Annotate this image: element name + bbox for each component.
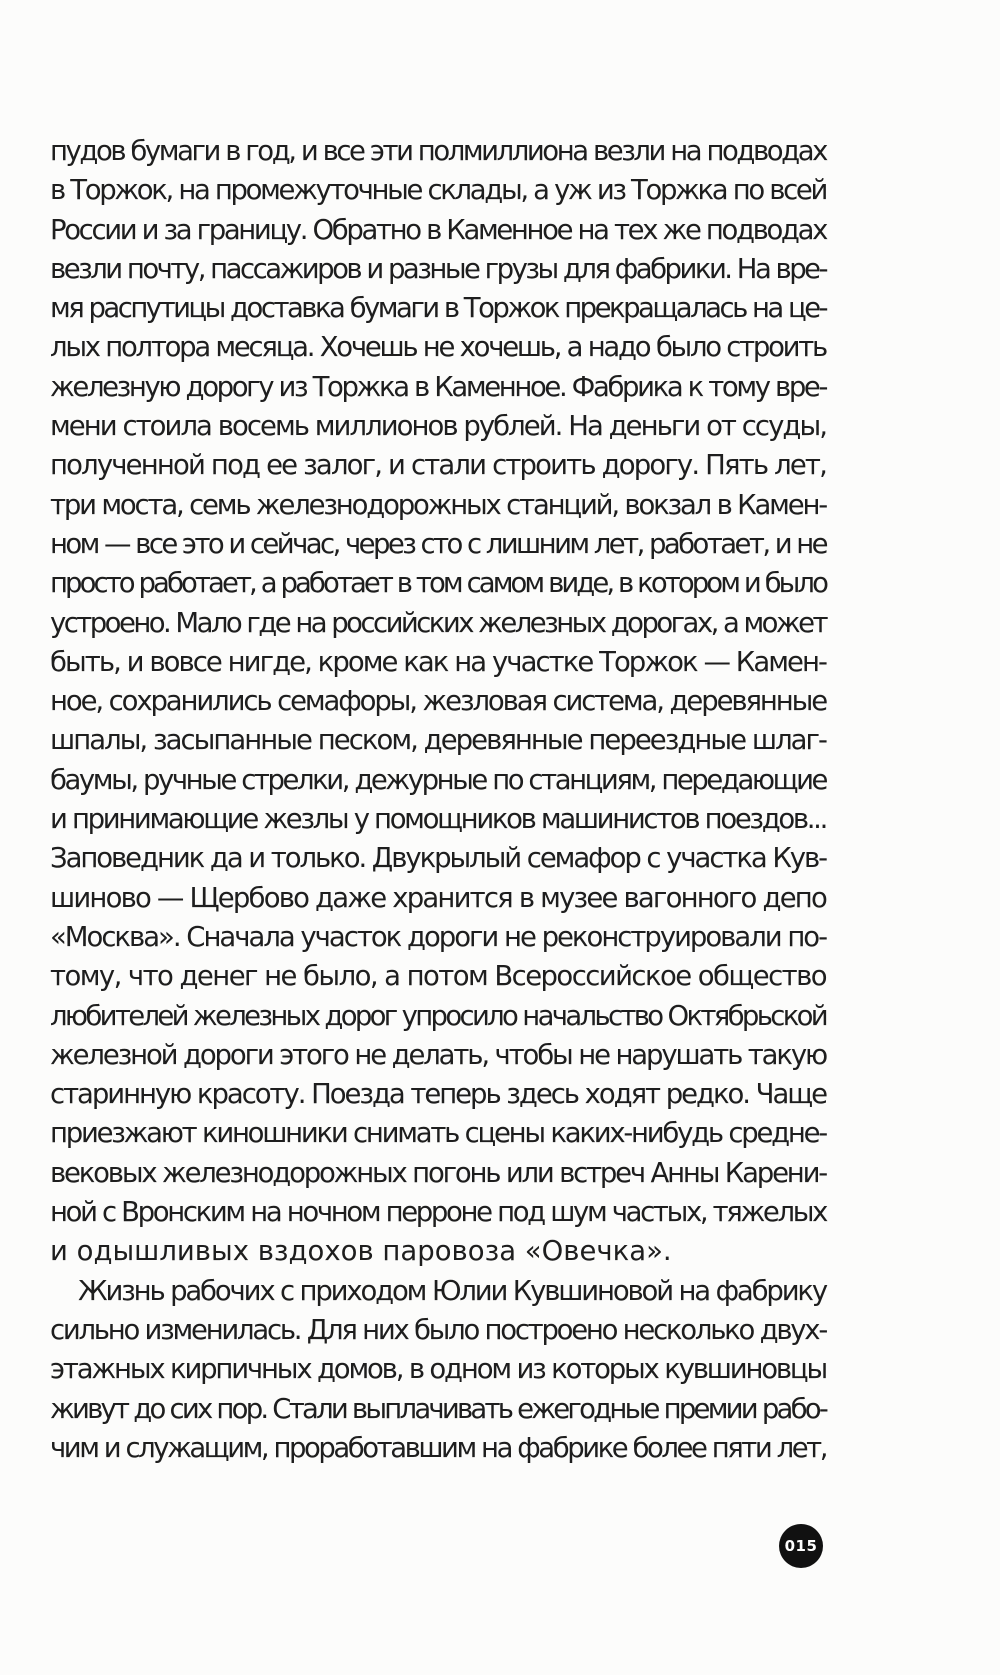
page-number-badge: 015 (779, 1524, 823, 1568)
text-line: вековых железнодорожных погонь или встреч Анны Карени- (50, 1156, 826, 1189)
text-line: сильно изменилась. Для них было построено несколько двух- (50, 1313, 826, 1346)
text-line: старинную красоту. Поезда теперь здесь ходят редко. Чаще (50, 1078, 826, 1111)
text-line: мени стоила восемь миллионов рублей. На деньги от ссуды, (50, 410, 826, 443)
text-line: приезжают киношники снимать сцены каких-нибудь средне- (50, 1117, 826, 1150)
text-line: мя распутицы доставка бумаги в Торжок прекращалась на це- (50, 292, 826, 325)
text-line: шиново — Щербово даже хранится в музее вагонного депо (50, 881, 826, 914)
text-line: везли почту, пассажиров и разные грузы для фабрики. На вре- (50, 252, 826, 285)
paragraph-2 (50, 1272, 826, 1468)
body-text (50, 132, 826, 1468)
text-line: Жизнь рабочих с приходом Юлии Кувшиновой на фабрику (78, 1274, 826, 1307)
text-line: ном — все это и сейчас, через сто с лишним лет, работает, и не (50, 527, 826, 560)
paragraph-1 (50, 132, 826, 1272)
text-line: и одышливых вздохов паровоза «Овечка». (50, 1235, 672, 1268)
text-line: устроено. Мало где на российских железных дорогах, а может (50, 606, 826, 639)
text-line: железной дороги этого не делать, чтобы не нарушать такую (50, 1038, 826, 1071)
text-line: пудов бумаги в год, и все эти полмиллиона везли на подводах (50, 135, 826, 167)
text-line: тому, что денег не было, а потом Всероссийское общество (50, 960, 826, 993)
text-line: живут до сих пор. Стали выплачивать ежегодные премии рабо- (50, 1392, 826, 1425)
text-line: шпалы, засыпанные песком, деревянные переездные шлаг- (50, 724, 826, 757)
text-line: ной с Вронским на ночном перроне под шум частых, тяжелых (50, 1196, 826, 1229)
text-line: этажных кирпичных домов, в одном из которых кувшиновцы (50, 1353, 826, 1386)
text-line: ное, сохранились семафоры, жезловая система, деревянные (50, 685, 826, 718)
text-line: Заповедник да и только. Двукрылый семафор с участка Кув- (50, 842, 826, 875)
text-line: лых полтора месяца. Хочешь не хочешь, а надо было строить (50, 331, 826, 364)
text-line: в Торжок, на промежуточные склады, а уж из Торжка по всей (50, 174, 826, 207)
text-line: любителей железных дорог упросило начальство Октябрьской (50, 999, 826, 1032)
text-line: России и за границу. Обратно в Каменное на тех же подводах (50, 213, 826, 246)
text-line: чим и служащим, проработавшим на фабрике более пяти лет, (50, 1431, 826, 1464)
text-line: баумы, ручные стрелки, дежурные по станциям, передающие (50, 763, 826, 796)
text-line: «Москва». Сначала участок дороги не реконструировали по- (50, 920, 826, 953)
text-line: три моста, семь железнодорожных станций, вокзал в Камен- (50, 488, 826, 521)
text-line: полученной под ее залог, и стали строить дорогу. Пять лет, (50, 449, 826, 482)
text-line: просто работает, а работает в том самом виде, в котором и было (50, 567, 826, 600)
text-line: железную дорогу из Торжка в Каменное. Фабрика к тому вре- (50, 370, 826, 403)
text-line: и принимающие жезлы у помощников машинистов поездов... (50, 803, 826, 836)
text-line: быть, и вовсе нигде, кроме как на участке Торжок — Камен- (50, 645, 826, 678)
